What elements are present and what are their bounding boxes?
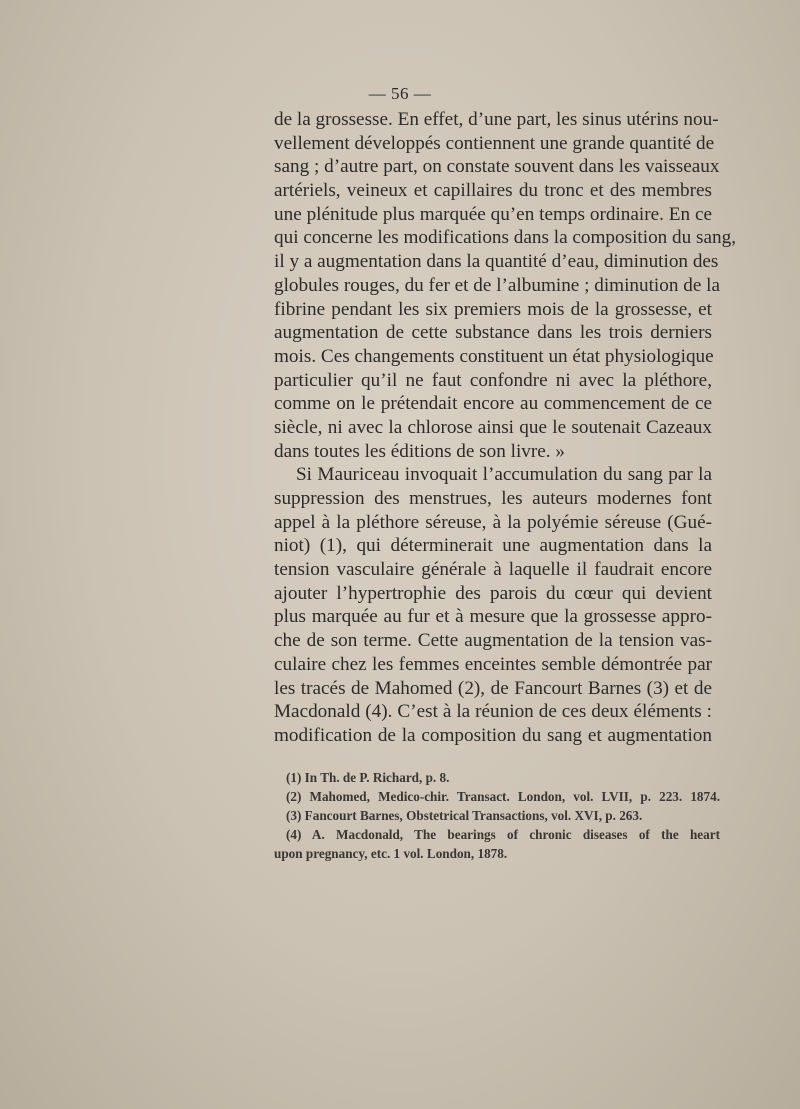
text-line: il y a augmentation dans la quantité d’eau, diminution des [274,251,719,273]
text-line: artériels, veineux et capillaires du tronc et des membres [274,180,712,202]
text-line: qui concerne les modifications dans la composition du sang, [274,227,736,249]
footnote: (4) A. Macdonald, The bearings of chronic diseases of the heart [286,827,720,842]
text-line: tension vasculaire générale à laquelle il faudrait encore [274,559,712,581]
text-line: modification de la composition du sang et augmentation [274,724,712,746]
text-line: suppression des menstrues, les auteurs modernes font [274,488,712,509]
text-line: siècle, ni avec la chlorose ainsi que le soutenait Cazeaux [274,416,712,438]
text-line: les tracés de Mahomed (2), de Fancourt Barnes (3) et de [274,677,712,699]
text-line: augmentation de cette substance dans les trois derniers [274,322,712,344]
text-line: fibrine pendant les six premiers mois de la grossesse, et [274,298,712,320]
page-number: — 56 — [368,84,432,103]
footnote: (3) Fancourt Barnes, Obstetrical Transactions, vol. XVI, p. 263. [286,808,643,823]
text-line: niot) (1), qui déterminerait une augmentation dans la [274,535,712,557]
text-line: vellement développés contiennent une grande quantité de [274,132,715,154]
text-line: plus marquée au fur et à mesure que la grossesse appro- [274,606,712,628]
text-line: de la grossesse. En effet, d’une part, les sinus utérins nou- [274,109,719,130]
body-text [274,108,736,748]
text-line: comme on le prétendait encore au commencement de ce [274,393,712,415]
text-line: mois. Ces changements constituent un état physiologique [274,345,714,367]
text-line: globules rouges, du fer et de l’albumine ; diminution de la [274,274,721,296]
footnote: (1) In Th. de P. Richard, p. 8. [286,770,450,785]
text-line: che de son terme. Cette augmentation de la tension vas- [274,630,712,652]
text-line: ajouter l’hypertrophie des parois du cœur qui devient [274,582,712,604]
text-line: sang ; d’autre part, on constate souvent dans les vaisseaux [274,156,720,178]
text-line: particulier qu’il ne faut confondre ni avec la pléthore, [274,369,712,391]
footnotes [274,768,720,863]
text-line: Si Mauriceau invoquait l’accumulation du sang par la [296,464,712,486]
text-line: une plénitude plus marquée qu’en temps ordinaire. En ce [274,203,712,225]
text-line: appel à la pléthore séreuse, à la polyémie séreuse (Gué- [274,511,712,533]
text-line: culaire chez les femmes enceintes semble démontrée par [274,653,712,675]
text-line: Macdonald (4). C’est à la réunion de ces deux éléments : [274,701,712,723]
footnote: upon pregnancy, etc. 1 vol. London, 1878. [274,846,508,861]
footnote: (2) Mahomed, Medico-chir. Transact. London, vol. LVII, p. 223. 1874. [286,789,720,804]
text-line: dans toutes les éditions de son livre. » [274,440,565,462]
